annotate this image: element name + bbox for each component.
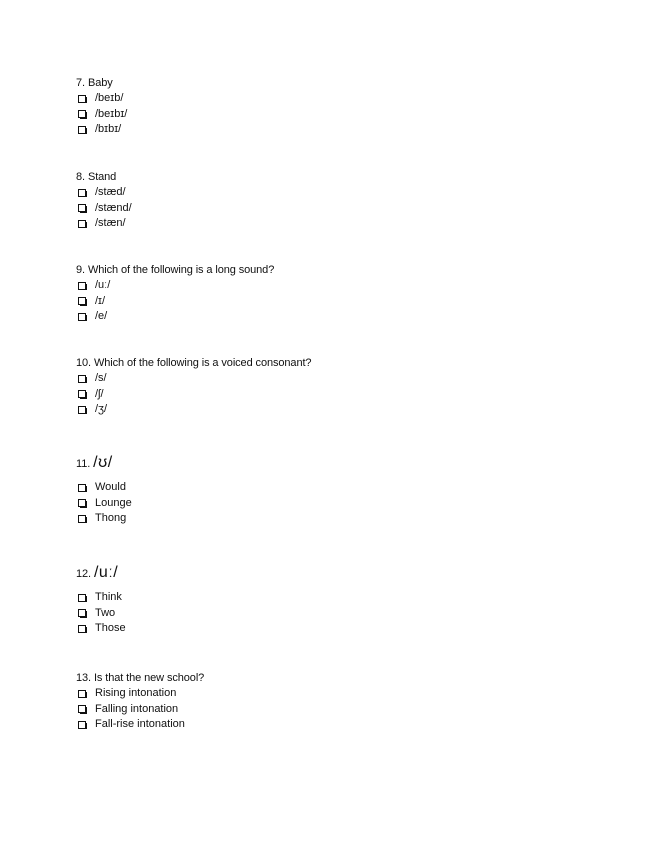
option-label: /ʃ/ <box>95 387 104 400</box>
checkbox-icon[interactable] <box>78 297 86 305</box>
option-item[interactable] <box>76 606 596 622</box>
question-number: 12. <box>76 568 91 580</box>
option-item[interactable] <box>76 91 596 107</box>
option-item[interactable] <box>76 309 596 325</box>
question-13 <box>76 671 596 733</box>
question-number: 13. <box>76 672 91 684</box>
option-item[interactable] <box>76 686 596 702</box>
question-8 <box>76 170 596 232</box>
option-item[interactable] <box>76 590 596 606</box>
question-12 <box>76 558 596 637</box>
checkbox-icon[interactable] <box>78 690 86 698</box>
question-title <box>76 558 596 588</box>
option-item[interactable] <box>76 216 596 232</box>
option-label: /bɪbɪ/ <box>95 123 122 135</box>
option-label: /stæn/ <box>95 217 126 229</box>
option-label: /stæd/ <box>95 186 126 198</box>
checkbox-icon[interactable] <box>78 189 86 197</box>
checkbox-icon[interactable] <box>78 110 86 118</box>
option-label: /beɪbɪ/ <box>95 107 128 120</box>
checkbox-icon[interactable] <box>78 499 86 507</box>
option-item[interactable] <box>76 122 596 138</box>
option-item[interactable] <box>76 511 596 527</box>
question-9 <box>76 263 596 325</box>
option-item[interactable] <box>76 371 596 387</box>
question-title <box>76 76 596 91</box>
question-number: 11. <box>76 458 91 470</box>
checkbox-icon[interactable] <box>78 95 86 103</box>
option-label: /ɪ/ <box>95 294 106 307</box>
question-title <box>76 170 596 185</box>
option-item[interactable] <box>76 107 596 123</box>
question-prompt: Is that the new school? <box>93 672 205 684</box>
option-item[interactable] <box>76 387 596 403</box>
option-item[interactable] <box>76 702 596 718</box>
option-item[interactable] <box>76 402 596 418</box>
option-label: /ʒ/ <box>95 403 108 415</box>
question-number: 7. <box>76 77 85 89</box>
option-label: Think <box>95 591 122 603</box>
question-11 <box>76 448 596 527</box>
question-title <box>76 263 596 278</box>
option-label: /beɪb/ <box>95 92 124 104</box>
option-item[interactable] <box>76 201 596 217</box>
checkbox-icon[interactable] <box>78 515 86 523</box>
checkbox-icon[interactable] <box>78 609 86 617</box>
option-label: Falling intonation <box>95 702 179 715</box>
option-label: Those <box>95 622 126 634</box>
checkbox-icon[interactable] <box>78 126 86 134</box>
question-7 <box>76 76 596 138</box>
checkbox-icon[interactable] <box>78 220 86 228</box>
option-label: /s/ <box>95 372 107 384</box>
option-item[interactable] <box>76 294 596 310</box>
option-item[interactable] <box>76 717 596 733</box>
checkbox-icon[interactable] <box>78 313 86 321</box>
checkbox-icon[interactable] <box>78 594 86 602</box>
option-label: Fall-rise intonation <box>95 718 185 730</box>
checkbox-icon[interactable] <box>78 705 86 713</box>
question-10 <box>76 356 596 418</box>
option-item[interactable] <box>76 480 596 496</box>
option-item[interactable] <box>76 496 596 512</box>
checkbox-icon[interactable] <box>78 406 86 414</box>
checkbox-icon[interactable] <box>78 484 86 492</box>
question-number: 10. <box>76 357 91 369</box>
option-label: /uː/ <box>95 279 111 291</box>
question-prompt: Which of the following is a voiced consonant? <box>93 357 312 369</box>
option-label: /e/ <box>95 310 108 322</box>
checkbox-icon[interactable] <box>78 282 86 290</box>
question-prompt: /uː/ <box>93 564 119 581</box>
question-title <box>76 448 596 478</box>
question-prompt: Baby <box>87 77 113 89</box>
option-label: Would <box>95 481 126 493</box>
option-label: /stænd/ <box>95 201 132 214</box>
checkbox-icon[interactable] <box>78 625 86 633</box>
option-item[interactable] <box>76 185 596 201</box>
checkbox-icon[interactable] <box>78 721 86 729</box>
question-title <box>76 356 596 371</box>
option-label: Thong <box>95 512 127 524</box>
checkbox-icon[interactable] <box>78 375 86 383</box>
question-number: 8. <box>76 171 85 183</box>
question-title <box>76 671 596 686</box>
option-item[interactable] <box>76 621 596 637</box>
option-label: Lounge <box>95 496 132 509</box>
question-prompt: /ʊ/ <box>93 454 113 471</box>
question-number: 9. <box>76 264 85 276</box>
checkbox-icon[interactable] <box>78 390 86 398</box>
question-prompt: Which of the following is a long sound? <box>87 264 275 276</box>
option-item[interactable] <box>76 278 596 294</box>
checkbox-icon[interactable] <box>78 204 86 212</box>
question-prompt: Stand <box>87 171 117 183</box>
option-label: Two <box>95 606 116 619</box>
option-label: Rising intonation <box>95 687 177 699</box>
